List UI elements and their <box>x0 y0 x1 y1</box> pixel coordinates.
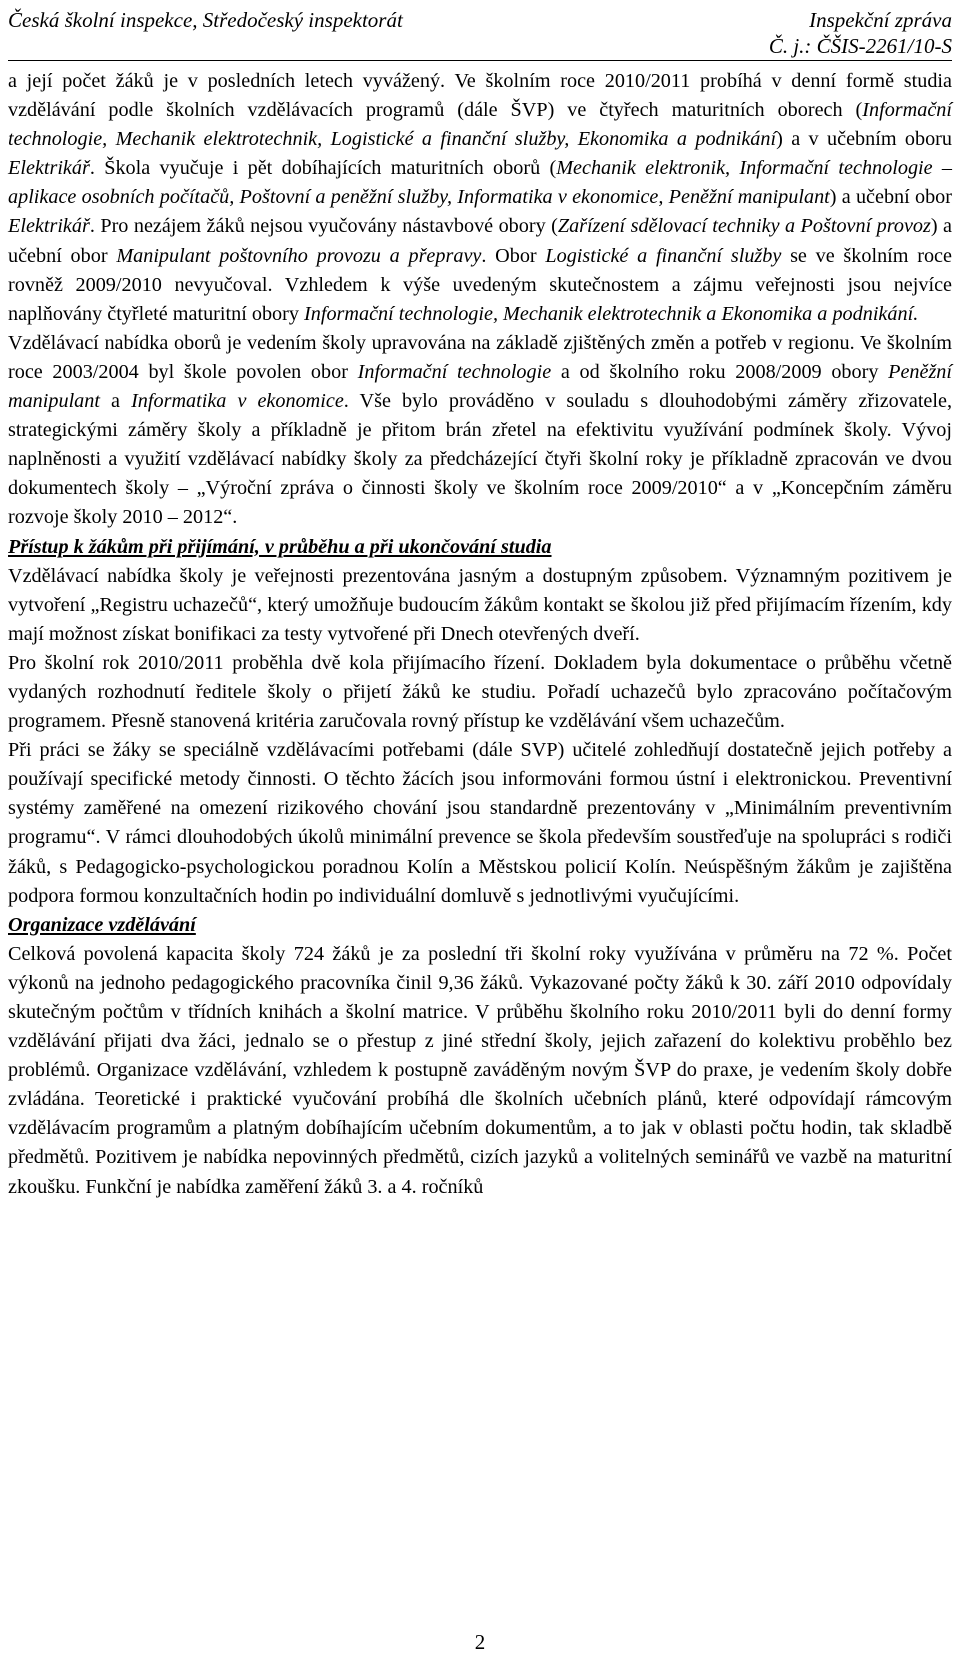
text-run: se ve školním roce rovněž 2009/2010 nevyučoval. Vzhledem k výše uvedeným skutečnostem a zájmu veřejnosti jsou nejvíce naplňovány čtyřleté maturitní obory <box>8 244 952 325</box>
italic-text: Elektrikář <box>8 157 90 180</box>
text-run: a její počet žáků je v posledních letech vyvážený. Ve školním roce 2010/2011 probíhá v denní formě studia vzdělávání podle školních vzdělávacích programů (dále ŠVP) ve čtyřech maturitních oborech ( <box>8 70 952 122</box>
paragraph <box>8 736 952 911</box>
italic-text: Zařízení sdělovací techniky a Poštovní provoz <box>557 215 931 238</box>
header-reference-number: Č. j.: ČŠIS-2261/10-S <box>768 34 952 58</box>
text-run: a od školního roku 2008/2009 obory <box>551 360 889 383</box>
text-run: Při práci se žáky se speciálně vzdělávacími potřebami (dále SVP) učitelé zohledňují dostatečně jejich potřeby a používají specifické metody činnosti. O těchto žácích jsou informováni formou ústní i elektronickou. Preventivní systémy zaměřené na omezení rizikového chování jsou standardně prezentovány v „Minimálním preventivním programu“. V rámci dlouhodobých úkolů minimální prevence se škola především soustřeďuje na spolupráci s rodiči žáků, s Pedagogicko-psychologickou poradnou Kolín a Městskou policií Kolín. Neúspěšným žákům je zajištěna podpora formou konzultačních hodin po individuální domluvě s jednotlivými vyučujícími. <box>8 739 952 907</box>
section-heading <box>8 533 952 562</box>
paragraph <box>8 940 952 1202</box>
italic-text: Informační technologie, Mechanik elektrotechnik, Logistické a finanční služby, Ekonomika a podnikání <box>8 99 952 151</box>
paragraph <box>8 67 952 329</box>
text-run: Pro školní rok 2010/2011 proběhla dvě kola přijímacího řízení. Dokladem byla dokumentace o průběhu včetně vydaných rozhodnutí ředitele školy o přijetí žáků ke studiu. Pořadí uchazečů bylo zpracováno počítačovým programem. Přesně stanovená kritéria zaručovala rovný přístup ke vzdělávání všem uchazečům. <box>8 651 952 733</box>
text-run: ) a v učebním oboru <box>776 128 952 151</box>
italic-text: Logistické a finanční služby <box>545 244 782 267</box>
paragraph <box>8 649 952 736</box>
text-run: . Obor <box>481 244 546 267</box>
text-run: . Pro nezájem žáků nejsou vyučovány nástavbové obory ( <box>89 215 558 238</box>
document-body <box>8 67 952 1202</box>
text-run: a <box>99 390 132 413</box>
page-header <box>8 4 952 61</box>
italic-text: Peněžní manipulant <box>8 360 953 413</box>
text-run: ) a učební obor <box>829 186 952 209</box>
italic-text: Elektrikář <box>8 215 90 238</box>
page-number: 2 <box>474 1630 486 1654</box>
italic-text: Informační technologie, Mechanik elektrotechnik a Ekonomika a podnikání. <box>304 302 919 325</box>
text-run: Celková povolená kapacita školy 724 žáků je za poslední tři školní roky využívána v průměru na 72 %. Počet výkonů na jednoho pedagogického pracovníka činil 9,36 žáků. Vykazované počty žáků k 30. září 2010 odpovídaly skutečným počtům v třídních knihách a školní matrice. V průběhu školního roku 2010/2011 byli do denní formy vzdělávání přijati dva žáci, jednalo se o přestup z jiné střední školy, jejich zařazení do kolektivu proběhlo bez problémů. Organizace vzdělávání, vzhledem k postupně zaváděným novým ŠVP do praxe, je vedením školy dobře zvládána. Teoretické i praktické vyučování probíhá dle školních učebních plánů, které odpovídají rámcovým vzdělávacím programům a platným dobíhajícím učebním dokumentům, a to jak v oblasti počtu hodin, tak skladbě předmětů. Pozitivem je nabídka nepovinných předmětů, cizích jazyků a volitelných seminářů ve vazbě na maturitní zkoušku. Funkční je nabídka zaměření žáků 3. a 4. ročníků <box>8 942 952 1198</box>
text-run: Vzdělávací nabídka oborů je vedením školy upravována na základě zjištěných změn a potřeb v regionu. Ve školním roce 2003/2004 byl škole povolen obor <box>8 331 952 383</box>
section-heading <box>8 911 952 940</box>
text-run: Vzdělávací nabídka školy je veřejnosti prezentována jasným a dostupným způsobem. Významným pozitivem je vytvoření „Registru uchazečů“, který umožňuje budoucím žákům kontakt se školou již před přijímacím řízením, kdy mají možnost získat bonifikaci za testy vytvořené při Dnech otevřených dveří. <box>8 564 952 645</box>
text-run: . Škola vyučuje i pět dobíhajících maturitních oborů ( <box>89 157 557 180</box>
heading-text: Organizace vzdělávání <box>8 913 196 936</box>
italic-text: Mechanik elektronik, Informační technologie – aplikace osobních počítačů, Poštovní a peněžní služby, Informatika v ekonomice, Peněžní manipulant <box>8 157 953 209</box>
text-run: ) a učební obor <box>8 215 952 267</box>
header-institution: Česká školní inspekce, Středočeský inspektorát <box>8 8 403 32</box>
italic-text: Manipulant poštovního provozu a přepravy <box>116 244 482 267</box>
paragraph <box>8 562 952 649</box>
text-run: . Vše bylo prováděno v souladu s dlouhodobými záměry zřizovatele, strategickými záměry školy a příkladně je přitom brán zřetel na efektivitu využívání podmínek školy. Vývoj naplněnosti a využití vzdělávací nabídky školy za předcházející čtyři školní roky je příkladně zpracován ve dvou dokumentech školy – „Výroční zpráva o činnosti školy ve školním roce 2009/2010“ a v „Koncepčním záměru rozvoje školy 2010 – 2012“. <box>8 390 953 529</box>
paragraph <box>8 329 952 533</box>
italic-text: Informační technologie <box>357 360 552 383</box>
heading-text: Přístup k žákům při přijímání, v průběhu a při ukončování studia <box>8 535 552 558</box>
header-doc-type: Inspekční zpráva <box>809 8 952 32</box>
italic-text: Informatika v ekonomice <box>131 390 344 413</box>
